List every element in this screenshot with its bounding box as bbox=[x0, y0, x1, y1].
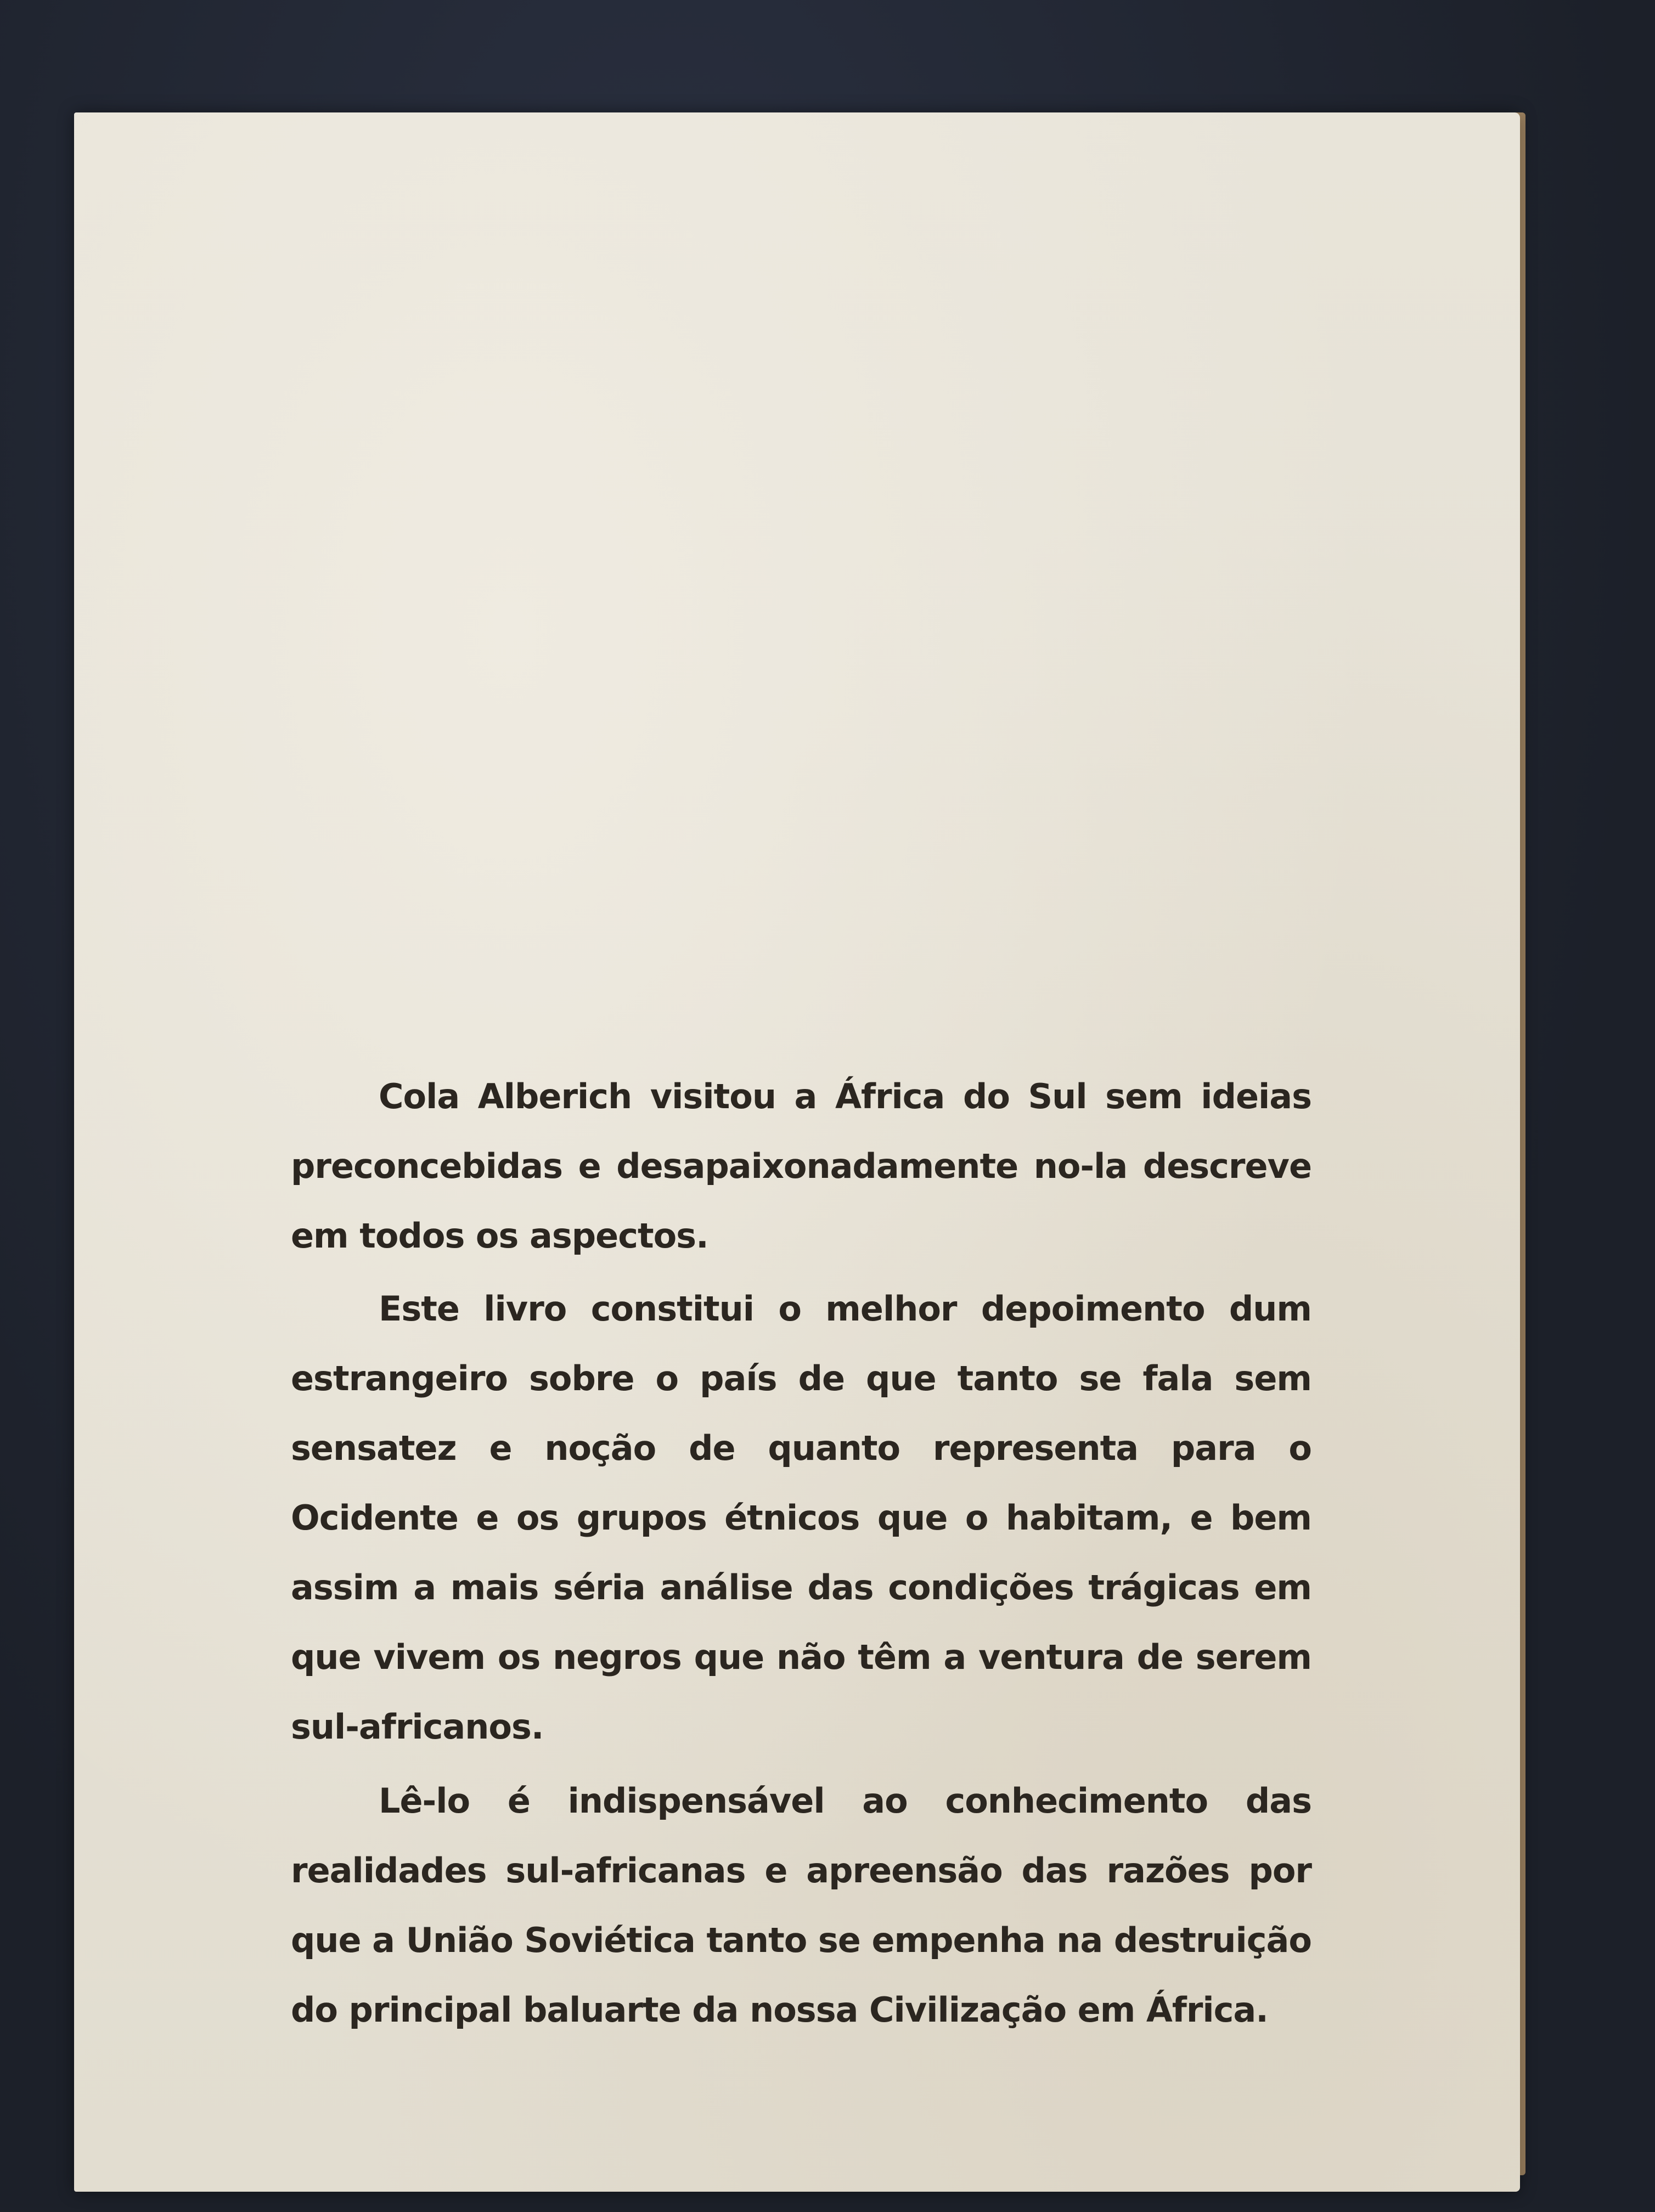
blurb-paragraph-1: Cola Alberich visitou a África do Sul sem ideias preconcebidas e desapaixonadamente no-la descreve em todos os aspectos. bbox=[291, 1076, 1311, 1256]
back-cover-blurb bbox=[291, 1062, 1311, 2048]
blurb-paragraph-3: Lê-lo é indispensável ao conhecimento das realidades sul-africanas e apreensão das razões por que a União Soviética tanto se empenha na destruição do principal baluarte da nossa Civilização em África. bbox=[291, 1781, 1311, 2030]
blurb-paragraph-2: Este livro constitui o melhor depoimento dum estrangeiro sobre o país de que tanto se fala sem sensatez e noção de quanto representa para o Ocidente e os grupos étnicos que o habitam, e bem assim a mais séria análise das condições trágicas em que vivem os negros que não têm a ventura de serem sul-africanos. bbox=[291, 1289, 1311, 1747]
